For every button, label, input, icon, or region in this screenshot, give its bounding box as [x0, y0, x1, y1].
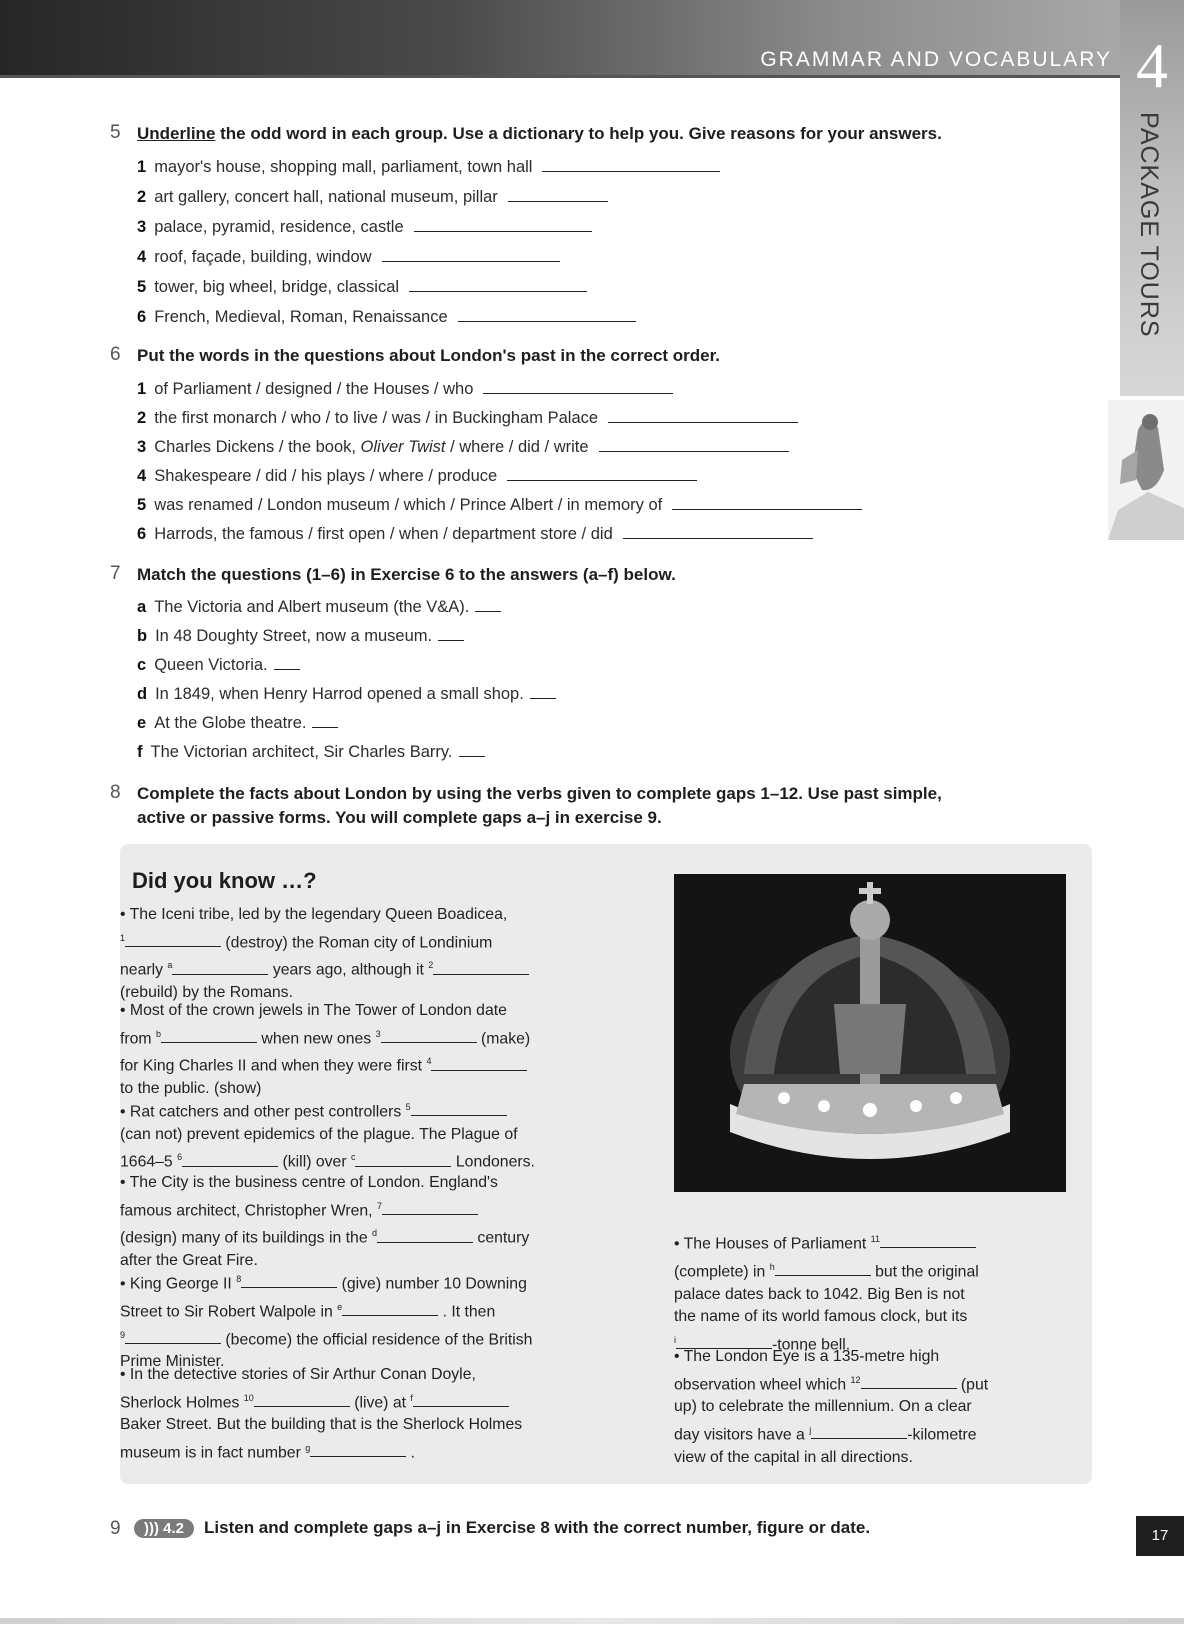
answer-gap[interactable]	[775, 1274, 871, 1276]
answer-gap[interactable]	[377, 1241, 473, 1243]
ex7-number: 7	[110, 563, 121, 584]
ex9-instruction	[134, 1518, 870, 1538]
list-item: 2 art gallery, concert hall, national museum, pillar	[137, 188, 608, 207]
answer-gap[interactable]	[458, 320, 636, 322]
ex7-instruction: Match the questions (1–6) in Exercise 6 to the answers (a–f) below.	[137, 565, 676, 584]
list-item: 1 mayor's house, shopping mall, parliament, town hall	[137, 158, 720, 177]
answer-gap[interactable]	[811, 1437, 907, 1439]
statue-image	[1108, 400, 1184, 540]
fact-parliament: • The Houses of Parliament $^{11}$ (complete) in $^h$ but the original palace dates back to 1042. Big Ben is not the name of its world famous clock, but its $^i$ -tonne bell.	[674, 1234, 979, 1353]
facts-box-title: Did you know …?	[132, 868, 317, 893]
answer-gap[interactable]	[241, 1286, 337, 1288]
answer-gap[interactable]	[608, 421, 798, 423]
answer-gap[interactable]	[274, 668, 300, 670]
answer-gap[interactable]	[172, 973, 268, 975]
answer-gap[interactable]	[125, 945, 221, 947]
list-item: 1 of Parliament / designed / the Houses / who	[137, 380, 673, 399]
unit-title: PACKAGE TOURS	[1135, 112, 1163, 338]
answer-gap[interactable]	[431, 1069, 527, 1071]
ex9-instruction-text: Listen and complete gaps a–j in Exercise 8 with the correct number, figure or date.	[204, 1518, 871, 1537]
crown-photo	[674, 874, 1066, 1192]
ex8-number: 8	[110, 782, 121, 803]
ex6-number: 6	[110, 344, 121, 365]
answer-gap[interactable]	[508, 200, 608, 202]
ex5-number: 5	[110, 122, 121, 143]
ex5-instruction-rest: the odd word in each group. Use a dictionary to help you. Give reasons for your answers.	[220, 124, 942, 143]
answer-gap[interactable]	[312, 726, 338, 728]
ex6-instruction: Put the words in the questions about London's past in the correct order.	[137, 346, 721, 365]
answer-gap[interactable]	[409, 290, 587, 292]
answer-gap[interactable]	[483, 392, 673, 394]
list-item: 5 tower, big wheel, bridge, classical	[137, 278, 587, 297]
fact-crown-jewels: • Most of the crown jewels in The Tower of London date from $^b$ when new ones $^3$ (make) for King Charles II and when they were first $^4$ to the public. (show)	[120, 1002, 531, 1098]
fact-london-eye: • The London Eye is a 135-metre high observation wheel which $^{12}$ (put up) to celebrate the millennium. On a clear day visitors have a $^j$ -kilometre view of the capital in all directions.	[674, 1348, 989, 1466]
answer-gap[interactable]	[414, 230, 592, 232]
ex5-instruction	[137, 124, 942, 144]
audio-track-button[interactable]: ))) 4.2	[134, 1519, 194, 1538]
list-item: 5 was renamed / London museum / which / Prince Albert / in memory of	[137, 496, 862, 515]
list-item: 3 palace, pyramid, residence, castle	[137, 218, 592, 237]
list-item: 6 Harrods, the famous / first open / when / department store / did	[137, 525, 813, 544]
page-number: 17	[1136, 1516, 1184, 1556]
ex5-instruction-underline: Underline	[137, 124, 216, 143]
list-item: d In 1849, when Henry Harrod opened a small shop.	[137, 685, 556, 704]
list-item: b In 48 Doughty Street, now a museum.	[137, 627, 464, 646]
answer-gap[interactable]	[530, 697, 556, 699]
answer-gap[interactable]	[411, 1114, 507, 1116]
fact-iceni: • The Iceni tribe, led by the legendary Queen Boadicea, $^1$ (destroy) the Roman city of Londinium nearly $^a$ years ago, although it $^2$ (rebuild) by the Romans.	[120, 904, 640, 1005]
header-rule	[0, 75, 1120, 78]
answer-gap[interactable]	[382, 1213, 478, 1215]
list-item: c Queen Victoria.	[137, 656, 300, 675]
answer-gap[interactable]	[599, 450, 789, 452]
list-item: a The Victoria and Albert museum (the V&A).	[137, 598, 501, 617]
fact-plague: • Rat catchers and other pest controllers $^5$ (can not) prevent epidemics of the plague. The Plague of 1664–5 $^6$ (kill) over $^c$ Londoners.	[120, 1102, 535, 1171]
answer-gap[interactable]	[342, 1314, 438, 1316]
answer-gap[interactable]	[381, 1041, 477, 1043]
bottom-rule	[0, 1618, 1184, 1624]
list-item: e At the Globe theatre.	[137, 714, 338, 733]
answer-gap[interactable]	[161, 1041, 257, 1043]
list-item: 4 roof, façade, building, window	[137, 248, 560, 267]
answer-gap[interactable]	[459, 755, 485, 757]
answer-gap[interactable]	[182, 1165, 278, 1167]
list-item: 6 French, Medieval, Roman, Renaissance	[137, 308, 636, 327]
answer-gap[interactable]	[861, 1387, 957, 1389]
ex8-instruction-line1: Complete the facts about London by using the verbs given to complete gaps 1–12. Use past simple,	[137, 784, 942, 803]
answer-gap[interactable]	[672, 508, 862, 510]
answer-gap[interactable]	[125, 1342, 221, 1344]
fact-downing-street: • King George II $^8$ (give) number 10 Downing Street to Sir Robert Walpole in $^e$ . It then $^9$ (become) the official residence of the British Prime Minister.	[120, 1274, 533, 1371]
list-item: 4 Shakespeare / did / his plays / where / produce	[137, 467, 697, 486]
unit-number: 4	[1136, 30, 1168, 101]
answer-gap[interactable]	[413, 1405, 509, 1407]
answer-gap[interactable]	[254, 1405, 350, 1407]
answer-gap[interactable]	[355, 1165, 451, 1167]
answer-gap[interactable]	[310, 1455, 406, 1457]
answer-gap[interactable]	[623, 537, 813, 539]
ex8-instruction-line2: active or passive forms. You will complete gaps a–j in exercise 9.	[137, 808, 662, 827]
ex9-number: 9	[110, 1518, 121, 1539]
section-title: GRAMMAR AND VOCABULARY	[760, 48, 1112, 71]
list-item: f The Victorian architect, Sir Charles Barry.	[137, 743, 485, 762]
unit-side-tab	[1120, 0, 1184, 396]
list-item: 3 Charles Dickens / the book, Oliver Twist / where / did / write	[137, 438, 789, 457]
answer-gap[interactable]	[438, 639, 464, 641]
header-banner	[0, 0, 1120, 78]
answer-gap[interactable]	[542, 170, 720, 172]
answer-gap[interactable]	[507, 479, 697, 481]
answer-gap[interactable]	[880, 1246, 976, 1248]
answer-gap[interactable]	[475, 610, 501, 612]
fact-wren: • The City is the business centre of London. England's famous architect, Christopher Wren, $^7$ (design) many of its buildings in the $^d$ century after the Great Fire.	[120, 1174, 530, 1270]
answer-gap[interactable]	[382, 260, 560, 262]
list-item: 2 the first monarch / who / to live / was / in Buckingham Palace	[137, 409, 798, 428]
answer-gap[interactable]	[433, 973, 529, 975]
fact-sherlock: • In the detective stories of Sir Arthur Conan Doyle, Sherlock Holmes $^{10}$ (live) at $^f$ Baker Street. But the building that is the Sherlock Holmes museum is in fact number $^g$ .	[120, 1366, 523, 1462]
